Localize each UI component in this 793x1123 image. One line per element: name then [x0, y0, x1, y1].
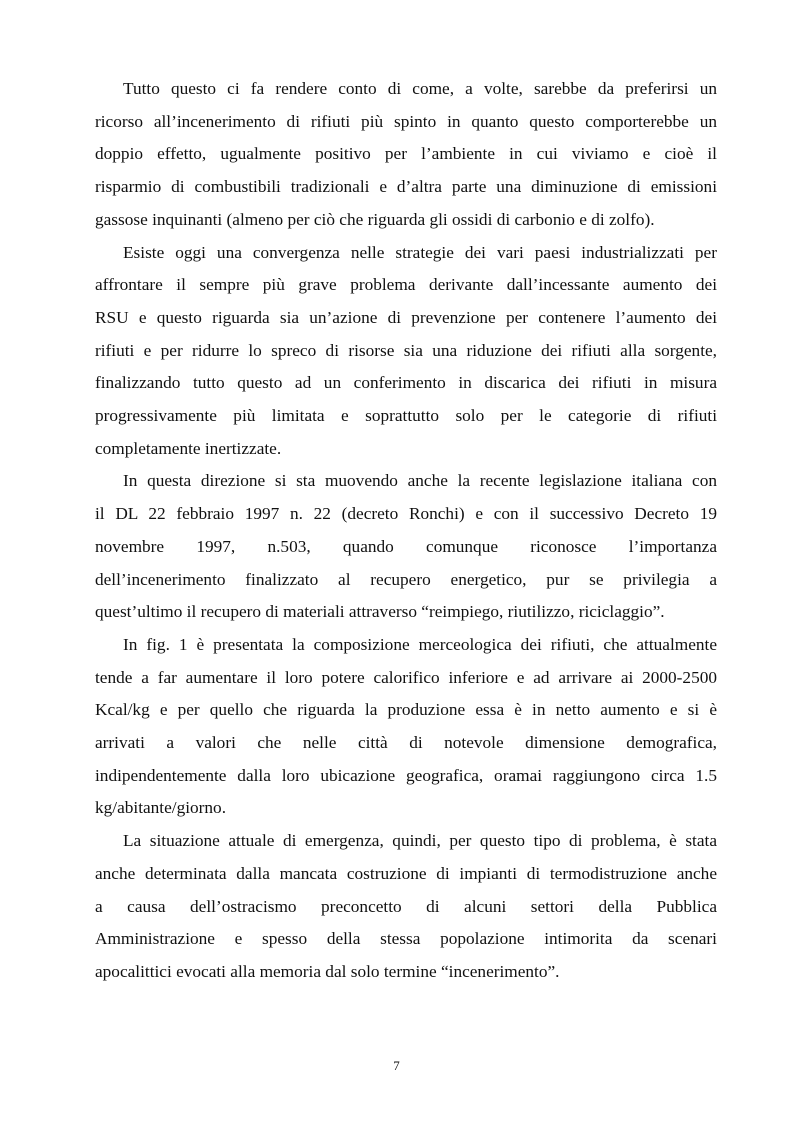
- text-line: kg/abitante/giorno.: [95, 798, 227, 818]
- text-line: ricorso all’incenerimento di rifiuti più spinto in quanto questo comporterebbe un: [95, 111, 717, 131]
- text-line: risparmio di combustibili tradizionali e d’altra parte una diminuzione di emissioni: [95, 177, 717, 197]
- text-line: progressivamente più limitata e soprattutto solo per le categorie di rifiuti: [95, 406, 717, 426]
- text-line: indipendentemente dalla loro ubicazione geografica, oramai raggiungono circa 1.5: [95, 765, 717, 785]
- text-line: Kcal/kg e per quello che riguarda la produzione essa è in netto aumento e si è: [95, 700, 717, 720]
- text-line: In questa direzione si sta muovendo anche la recente legislazione italiana con: [123, 471, 717, 491]
- body-text: [95, 73, 717, 989]
- text-line: La situazione attuale di emergenza, quindi, per questo tipo di problema, è stata: [123, 831, 717, 851]
- text-line: In fig. 1 è presentata la composizione merceologica dei rifiuti, che attualmente: [123, 634, 717, 654]
- text-line: Amministrazione e spesso della stessa popolazione intimorita da scenari: [95, 929, 717, 949]
- page-number: 7: [393, 1058, 400, 1073]
- text-line: dell’incenerimento finalizzato al recupero energetico, pur se privilegia a: [95, 569, 717, 589]
- paragraph: [95, 629, 717, 825]
- text-line: Esiste oggi una convergenza nelle strategie dei vari paesi industrializzati per: [123, 242, 717, 262]
- text-line: il DL 22 febbraio 1997 n. 22 (decreto Ronchi) e con il successivo Decreto 19: [95, 504, 717, 524]
- text-line: a causa dell’ostracismo preconcetto di alcuni settori della Pubblica: [95, 896, 717, 916]
- text-line: novembre 1997, n.503, quando comunque riconosce l’importanza: [95, 536, 717, 556]
- text-line: tende a far aumentare il loro potere calorifico inferiore e ad arrivare ai 2000-2500: [95, 667, 717, 687]
- text-line: arrivati a valori che nelle città di notevole dimensione demografica,: [95, 733, 717, 753]
- text-line: quest’ultimo il recupero di materiali attraverso “reimpiego, riutilizzo, riciclaggio”.: [95, 602, 665, 622]
- paragraph: [95, 465, 717, 629]
- text-line: rifiuti e per ridurre lo spreco di risorse sia una riduzione dei rifiuti alla sorgente,: [95, 340, 717, 360]
- text-line: apocalittici evocati alla memoria dal solo termine “incenerimento”.: [95, 961, 560, 981]
- text-line: doppio effetto, ugualmente positivo per l’ambiente in cui viviamo e cioè il: [95, 144, 717, 164]
- text-line: Tutto questo ci fa rendere conto di come, a volte, sarebbe da preferirsi un: [123, 79, 717, 98]
- text-line: RSU e questo riguarda sia un’azione di prevenzione per contenere l’aumento dei: [95, 307, 717, 327]
- paragraph: [95, 825, 717, 989]
- paragraph: [95, 73, 717, 237]
- paragraph: [95, 237, 717, 466]
- text-line: anche determinata dalla mancata costruzione di impianti di termodistruzione anche: [95, 863, 717, 883]
- text-line: affrontare il sempre più grave problema derivante dall’incessante aumento dei: [95, 275, 717, 295]
- text-line: completamente inertizzate.: [95, 438, 282, 458]
- text-line: finalizzando tutto questo ad un conferimento in discarica dei rifiuti in misura: [95, 373, 717, 393]
- text-line: gassose inquinanti (almeno per ciò che riguarda gli ossidi di carbonio e di zolfo).: [95, 209, 655, 229]
